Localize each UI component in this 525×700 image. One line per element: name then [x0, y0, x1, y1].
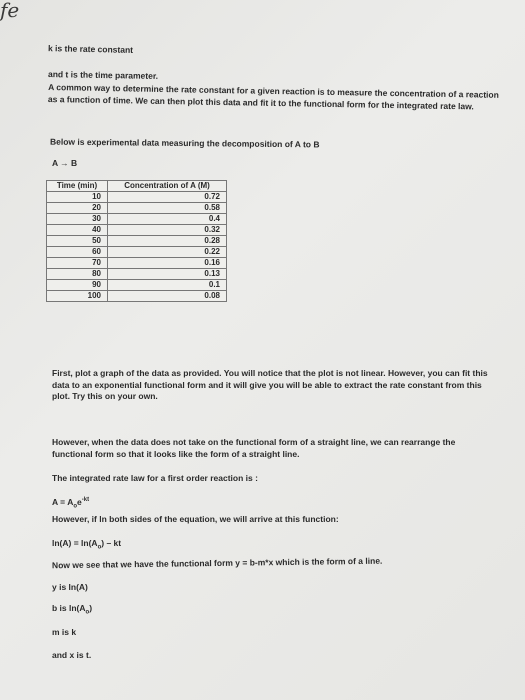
table-row	[47, 203, 227, 214]
table-row	[47, 258, 227, 269]
time-cell: 30	[47, 214, 108, 225]
b-definition	[52, 603, 92, 619]
table-row	[47, 247, 227, 258]
time-cell: 60	[47, 247, 108, 258]
concentration-cell: 0.13	[108, 269, 227, 280]
experimental-data-intro: Below is experimental data measuring the decomposition of A to B	[49, 136, 320, 150]
time-cell: 20	[47, 203, 108, 214]
time-column-header: Time (min)	[47, 181, 108, 192]
ln-equation	[52, 538, 121, 554]
ln-eq-subscript: o	[97, 544, 102, 551]
concentration-cell: 0.58	[108, 203, 227, 214]
time-cell: 50	[47, 236, 108, 247]
concentration-time-table	[46, 180, 227, 302]
x-definition: and x is t.	[52, 650, 92, 660]
rate-constant-line: k is the rate constant	[47, 43, 134, 55]
integrated-law-line: The integrated rate law for a first order reaction is :	[52, 473, 258, 483]
y-definition: y is ln(A)	[52, 582, 88, 592]
reaction-equation: A → B	[52, 158, 78, 168]
ln-both-sides-line: However, if ln both sides of the equation, we will arrive at this function:	[52, 514, 339, 524]
concentration-cell: 0.16	[108, 258, 227, 269]
table-row	[47, 280, 227, 291]
table-row	[47, 225, 227, 236]
time-cell: 80	[47, 269, 108, 280]
equation-subscript: o	[73, 503, 78, 510]
concentration-cell: 0.32	[108, 225, 227, 236]
time-cell: 70	[47, 258, 108, 269]
concentration-cell: 0.72	[108, 192, 227, 203]
concentration-cell: 0.28	[108, 236, 227, 247]
time-cell: 100	[47, 291, 108, 302]
equation-lhs: A = A	[52, 496, 74, 507]
b-def-part-b: )	[89, 603, 93, 613]
concentration-cell: 0.08	[108, 291, 227, 302]
concentration-column-header: Concentration of A (M)	[108, 181, 227, 192]
equation-exponent: -kt	[81, 497, 90, 503]
rearrange-paragraph: However, when the data does not take on the functional form of a straight line, we can rearrange the functional form so that it looks like the form of a straight line.	[52, 437, 456, 459]
table-header-row	[47, 181, 227, 192]
b-def-subscript: o	[85, 609, 90, 616]
handwritten-margin-note: fe	[0, 0, 20, 22]
ln-eq-part-a: ln(A) = ln(A	[52, 538, 98, 548]
concentration-cell: 0.1	[108, 280, 227, 291]
line-form-statement: Now we see that we have the functional form y = b-m*x which is the form of a line.	[51, 555, 383, 571]
m-definition: m is k	[52, 627, 77, 637]
concentration-cell: 0.4	[108, 214, 227, 225]
table-row	[47, 269, 227, 280]
time-cell: 90	[47, 280, 108, 291]
time-parameter-line: and t is the time parameter.	[47, 69, 159, 81]
ln-eq-part-b: ) – kt	[101, 538, 122, 548]
table-row	[47, 236, 227, 247]
concentration-cell: 0.22	[108, 247, 227, 258]
b-def-part-a: b is ln(A	[52, 603, 86, 613]
table-row	[47, 291, 227, 302]
table-row	[47, 214, 227, 225]
common-way-paragraph: A common way to determine the rate constant for a given reaction is to measure the concentration of a reaction as a function of time. We can then plot this data and fit it to the functional form for the integrated rate law.	[47, 81, 499, 111]
first-plot-paragraph: First, plot a graph of the data as provided. You will notice that the plot is not linear. However, you can fit this data to an exponential functional form and it will give you will be able to extract the rate constant from this plot. Try this on your own.	[52, 368, 488, 401]
rate-law-equation	[52, 495, 89, 513]
equation-e: e	[77, 496, 82, 507]
table-row	[47, 192, 227, 203]
time-cell: 10	[47, 192, 108, 203]
time-cell: 40	[47, 225, 108, 236]
